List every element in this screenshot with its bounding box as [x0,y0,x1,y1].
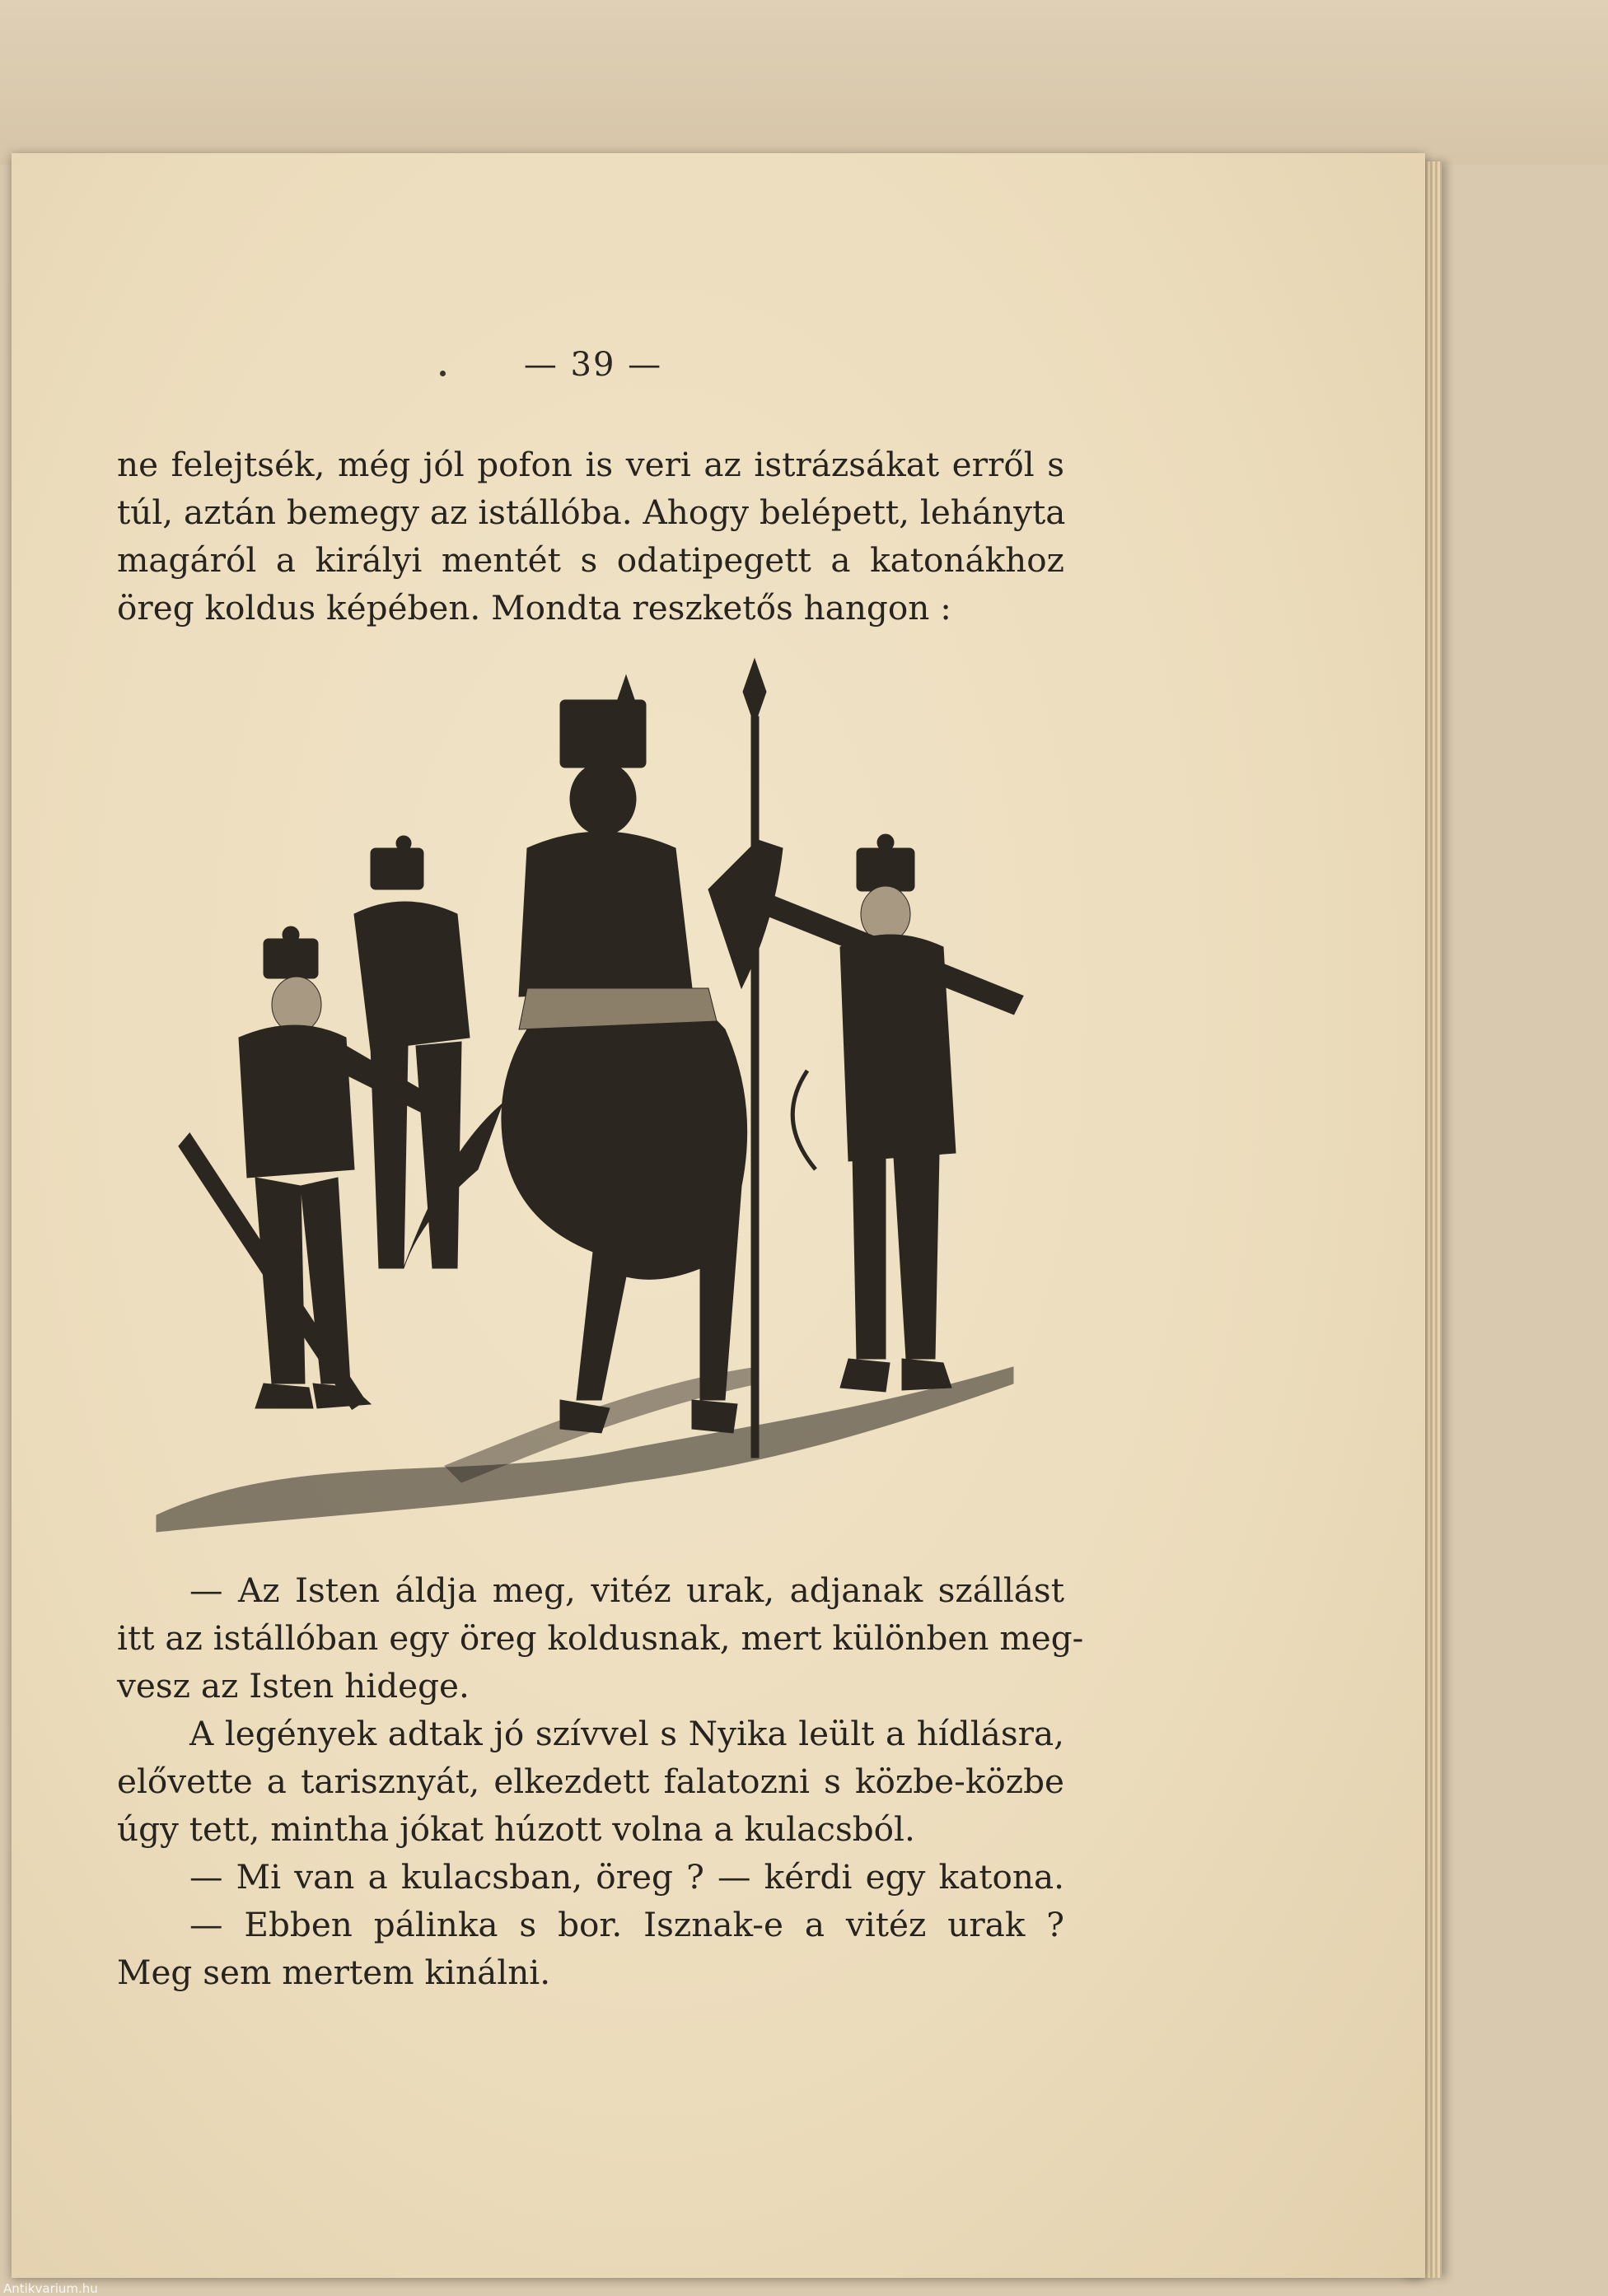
text-line: — Mi van a kulacsban, öreg ? — kérdi egy katona. [189,1857,1064,1897]
paragraph [117,1901,1064,1948]
text-line: vesz az Isten hidege. [117,1666,470,1706]
paragraph-continued [117,1757,1064,1853]
page-number: — 39 — [523,346,663,384]
paragraph-top [117,441,1064,632]
paragraph-continued [117,1614,1084,1710]
paragraph [117,1853,1064,1901]
paragraph-continued [117,1948,1064,1996]
paragraph [117,1710,1064,1757]
paragraphs-bottom [117,1566,1084,1996]
soldiers-illustration [132,642,1038,1573]
text-line: A legények adtak jó szívvel s Nyika leült a hídlásra, [189,1714,1064,1753]
text-line: itt az istállóban egy öreg koldusnak, mert különben meg- [117,1618,1084,1658]
text-line: — Ebben pálinka s bor. Isznak-e a vitéz urak ? [189,1905,1064,1944]
watermark: Antikvarium.hu [3,2281,98,2296]
text-line: úgy tett, mintha jókat húzott volna a kulacsból. [117,1809,915,1849]
table-background [0,0,1608,165]
text-line: magáról a királyi mentét s odatipegett a katonákhoz [117,540,1064,580]
text-line: öreg koldus képében. Mondta reszketős hangon : [117,588,951,628]
text-line: túl, aztán bemegy az istállóba. Ahogy belépett, lehányta [117,492,1066,532]
text-line: Meg sem mertem kinálni. [117,1953,551,1992]
text-line: ne felejtsék, még jól pofon is veri az istrázsákat erről s [117,445,1064,484]
text-line: elővette a tarisznyát, elkezdett falatozni s közbe-közbe [117,1762,1064,1801]
text-line: — Az Isten áldja meg, vitéz urak, adjanak szállást [189,1570,1064,1610]
paragraph [117,1566,1064,1614]
